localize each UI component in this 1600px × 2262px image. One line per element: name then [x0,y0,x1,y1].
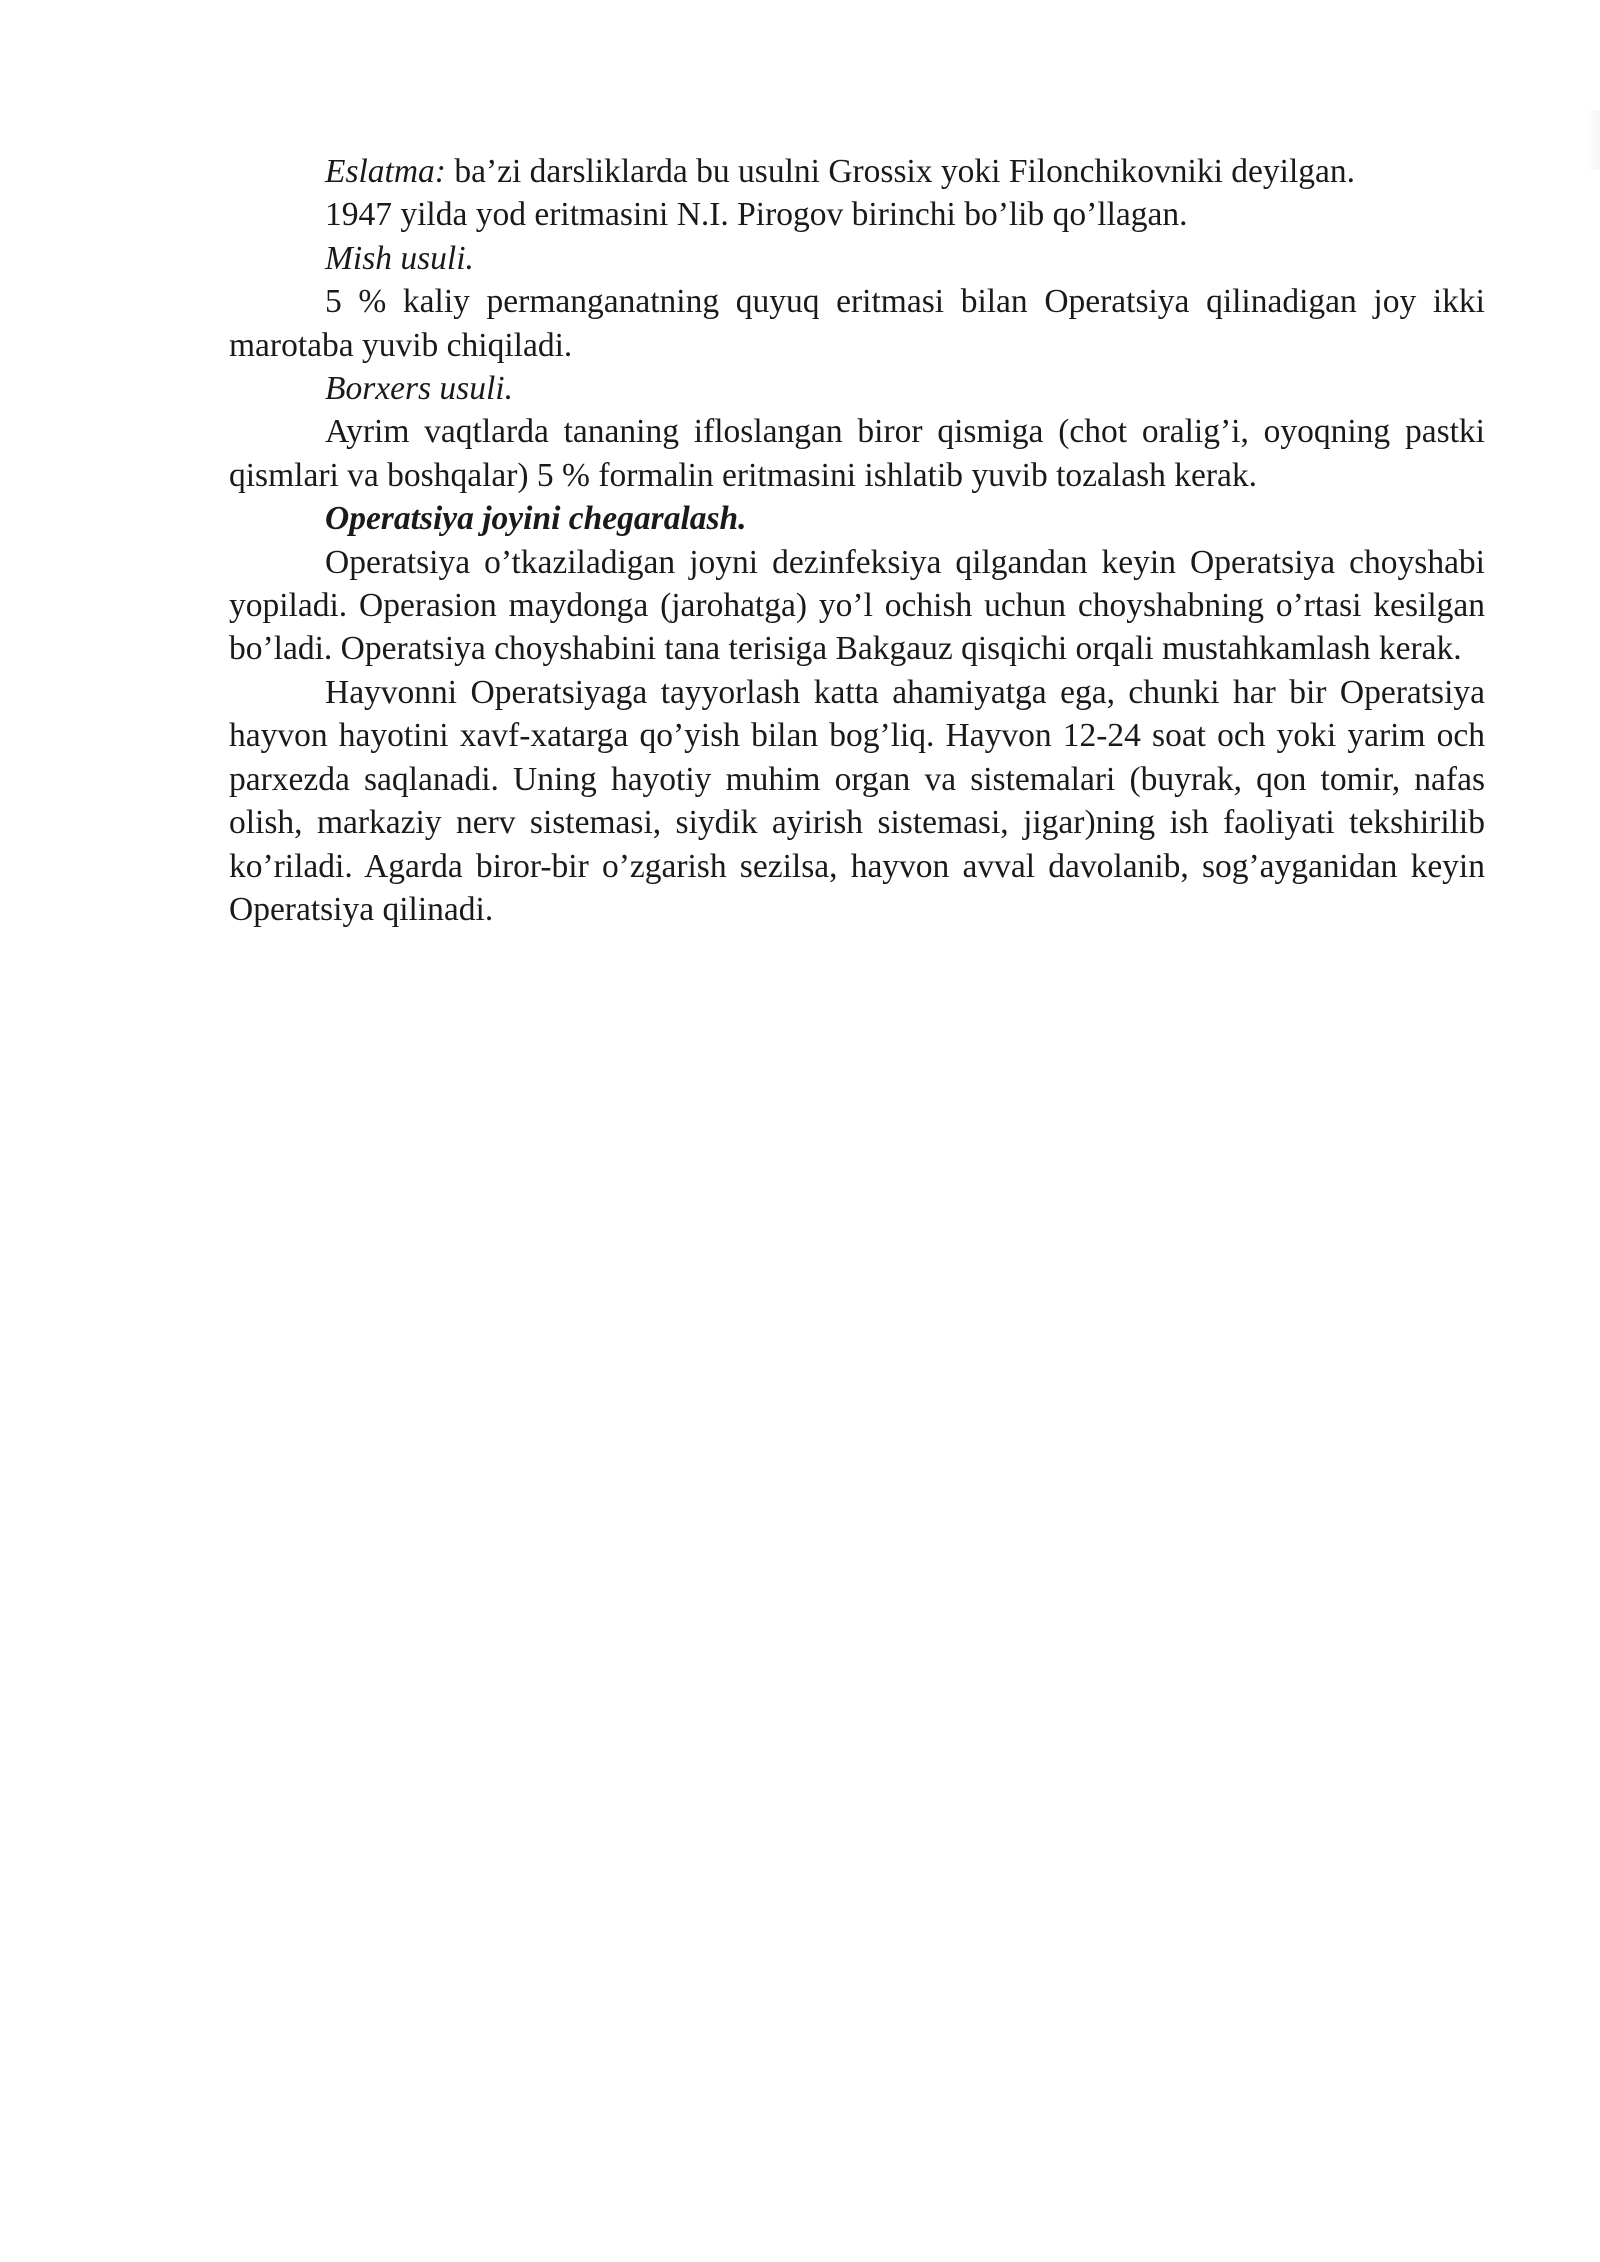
note-label: Eslatma: [325,153,446,190]
borxers-heading: Borxers usuli. [325,370,513,408]
section-paragraph: Operatsiya o’tkaziladigan joyni dezinfeksiya qilgandan keyin Operatsiya choyshabi yopiladi. Operasion maydonga (jarohatga) yo’l ochish uchun choyshabning o’rtasi kesilgan bo’ladi. Operatsiya choyshabini tana terisiga Bakgauz qisqichi orqali mustahkamlash kerak. [229,543,1485,668]
preparation-paragraph: Hayvonni Operatsiyaga tayyorlash katta ahamiyatga ega, chunki har bir Operatsiya hayvon hayotini xavf-xatarga qo’yish bilan bog’liq. Hayvon 12-24 soat och yoki yarim och parxezda saqlanadi. Uning hayotiy muhim organ va sistemalari (buyrak, qon tomir, nafas olish, markaziy nerv sistemasi, siydik ayirish sistemasi, jigar)ning ish faoliyati tekshirilib ko’riladi. Agarda biror-bir o’zgarish sezilsa, hayvon avval davolanib, sog’ayganidan keyin Operatsiya qilinadi. [229,673,1485,928]
note-text: ba’zi darsliklarda bu usulni Grossix yoki Filonchikovniki deyilgan. [445,153,1355,190]
document-page [229,150,1485,931]
borxers-paragraph: Ayrim vaqtlarda tananing ifloslangan biror qismiga (chot oralig’i, oyoqning pastki qismlari va boshqalar) 5 % formalin eritmasini ishlatib yuvib tozalash kerak. [229,413,1485,494]
mish-paragraph: 5 % kaliy permanganatning quyuq eritmasi bilan Operatsiya qilinadigan joy ikki marotaba yuvib chiqiladi. [229,283,1485,364]
page-edge-shadow [1586,110,1600,170]
mish-heading: Mish usuli. [325,239,474,277]
note-paragraph [229,150,1485,193]
pirogov-paragraph: 1947 yilda yod eritmasini N.I. Pirogov birinchi bo’lib qo’llagan. [325,196,1188,234]
section-heading: Operatsiya joyini chegaralash. [325,500,747,538]
